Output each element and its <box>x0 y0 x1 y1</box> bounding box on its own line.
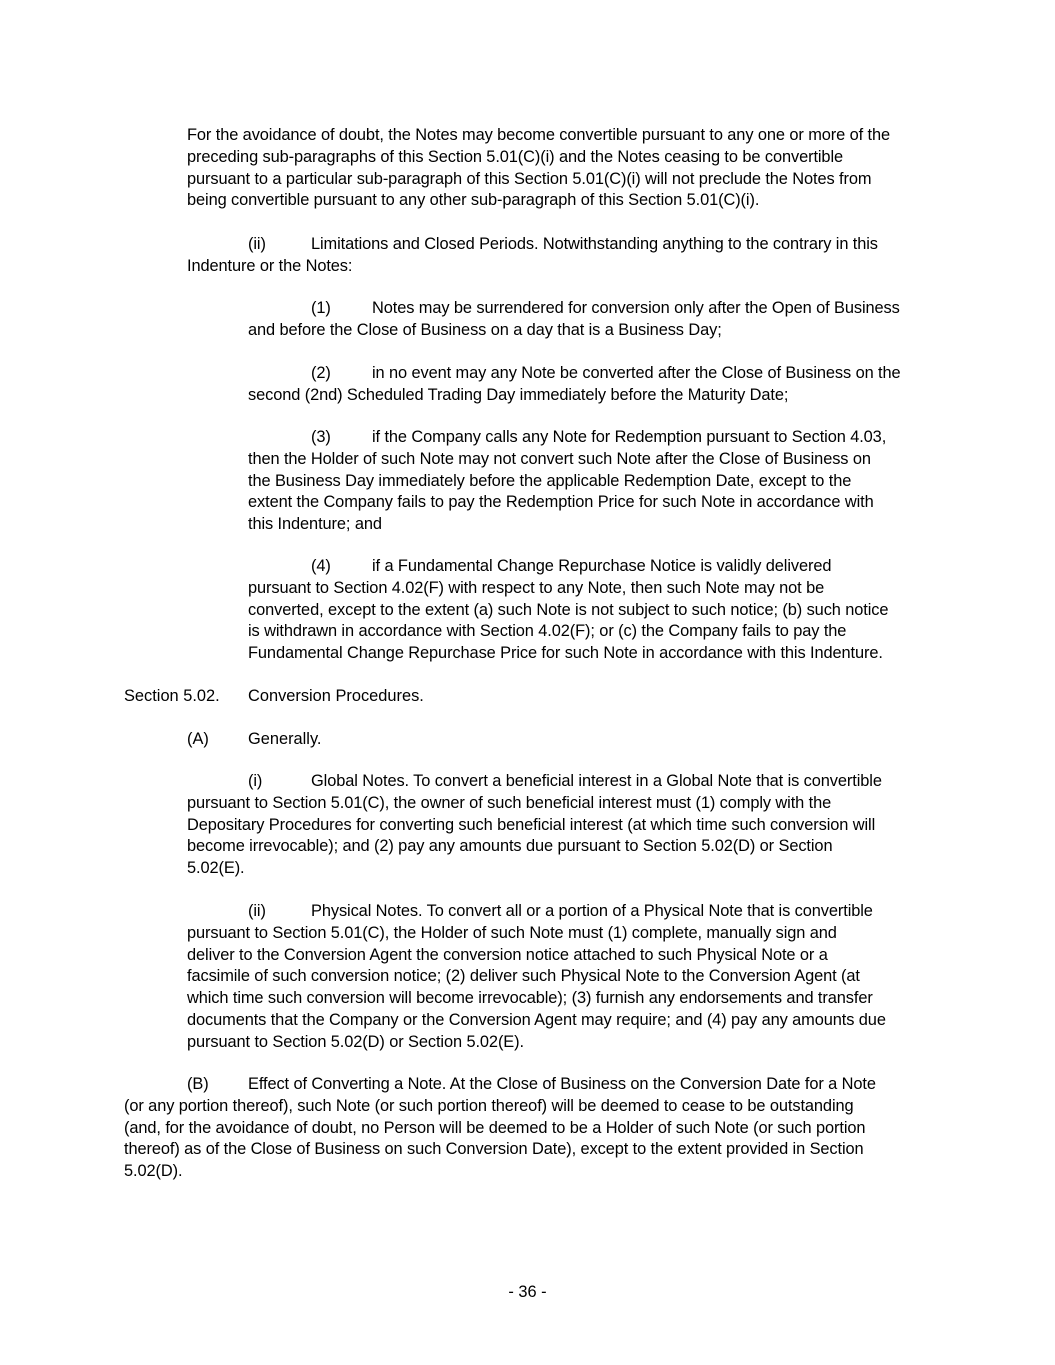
text-line: Depositary Procedures for converting such beneficial interest (at which time such conversion will <box>187 815 876 834</box>
paragraph-item-2 <box>248 363 901 407</box>
section-title: Conversion Procedures. <box>248 687 424 705</box>
section-heading-5-02 <box>124 686 424 708</box>
paragraph-item-1 <box>248 298 900 342</box>
text-line: 5.02(D). <box>124 1162 183 1181</box>
paragraph-number: (1) <box>311 299 331 317</box>
text-line: 5.02(E). <box>187 859 245 878</box>
paragraph-number: (ii) <box>248 902 266 920</box>
text-line: then the Holder of such Note may not convert such Note after the Close of Business on <box>248 449 871 468</box>
text-line: preceding sub-paragraphs of this Section 5.01(C)(i) and the Notes ceasing to be convertible <box>187 147 844 166</box>
text-line: facsimile of such conversion notice; (2) deliver such Physical Note to the Conversion Agent (at <box>187 967 860 986</box>
paragraph-effect-of-converting <box>124 1074 876 1183</box>
text-line: in no event may any Note be converted after the Close of Business on the <box>372 364 901 382</box>
text-line: become irrevocable); and (2) pay any amounts due pursuant to Section 5.02(D) or Section <box>187 837 833 856</box>
text-line: pursuant to a particular sub-paragraph of this Section 5.01(C)(i) will not preclude the Notes from <box>187 169 872 188</box>
text-line: if the Company calls any Note for Redemption pursuant to Section 4.03, <box>372 428 887 446</box>
paragraph-physical-notes <box>187 901 886 1054</box>
text-line: Notes may be surrendered for conversion only after the Open of Business <box>372 299 900 317</box>
text-line: Indenture or the Notes: <box>187 256 353 275</box>
paragraph-item-3 <box>248 427 886 536</box>
text-line: pursuant to Section 4.02(F) with respect to any Note, then such Note may not be <box>248 578 825 597</box>
text-line: the Business Day immediately before the applicable Redemption Date, except to the <box>248 471 852 490</box>
text-line: this Indenture; and <box>248 515 382 534</box>
text-line: extent the Company fails to pay the Redemption Price for such Note in accordance with <box>248 493 874 512</box>
paragraph-number: (3) <box>311 428 331 446</box>
paragraph-number: (4) <box>311 557 331 575</box>
text-line: converted, except to the extent (a) such Note is not subject to such notice; (b) such notice <box>248 600 889 619</box>
text-line: (and, for the avoidance of doubt, no Person will be deemed to be a Holder of such Note (or such portion <box>124 1118 866 1137</box>
text-line: Effect of Converting a Note. At the Close of Business on the Conversion Date for a Note <box>248 1075 876 1093</box>
text-line: pursuant to Section 5.01(C), the owner of such beneficial interest must (1) comply with the <box>187 793 832 812</box>
text-line: if a Fundamental Change Repurchase Notice is validly delivered <box>372 557 832 575</box>
text-line: For the avoidance of doubt, the Notes may become convertible pursuant to any one or more of the <box>187 126 890 144</box>
text-line: deliver to the Conversion Agent the conversion notice attached to such Physical Note or a <box>187 945 828 964</box>
text-line: Physical Notes. To convert all or a portion of a Physical Note that is convertible <box>311 902 873 920</box>
text-line: (or any portion thereof), such Note (or such portion thereof) will be deemed to cease to be outstanding <box>124 1096 854 1115</box>
text-line: second (2nd) Scheduled Trading Day immediately before the Maturity Date; <box>248 385 789 404</box>
paragraph-number: (ii) <box>248 235 266 253</box>
paragraph-avoidance-of-doubt <box>187 125 890 212</box>
paragraph-number: (B) <box>187 1075 209 1093</box>
text-line: pursuant to Section 5.02(D) or Section 5.02(E). <box>187 1032 524 1051</box>
text-line: Global Notes. To convert a beneficial interest in a Global Note that is convertible <box>311 772 882 790</box>
page-number: - 36 - <box>508 1283 547 1301</box>
subsection-heading-a <box>187 729 322 751</box>
text-line: which time such conversion will become irrevocable); (3) furnish any endorsements and transfer <box>187 989 873 1008</box>
text-line: Limitations and Closed Periods. Notwithstanding anything to the contrary in this <box>311 235 878 253</box>
paragraph-item-4 <box>248 556 888 665</box>
paragraph-number: (A) <box>187 730 209 748</box>
section-number: Section 5.02. <box>124 687 220 705</box>
subsection-title: Generally. <box>248 730 322 748</box>
text-line: Fundamental Change Repurchase Price for such Note in accordance with this Indenture. <box>248 644 883 663</box>
paragraph-number: (2) <box>311 364 331 382</box>
paragraph-global-notes <box>187 771 882 880</box>
text-line: being convertible pursuant to any other sub-paragraph of this Section 5.01(C)(i). <box>187 191 760 210</box>
text-line: documents that the Company or the Conversion Agent may require; and (4) pay any amounts due <box>187 1010 886 1029</box>
text-line: thereof) as of the Close of Business on such Conversion Date), except to the extent provided in Section <box>124 1140 864 1159</box>
text-line: is withdrawn in accordance with Section 4.02(F); or (c) the Company fails to pay the <box>248 622 847 641</box>
text-line: pursuant to Section 5.01(C), the Holder of such Note must (1) complete, manually sign and <box>187 923 837 942</box>
paragraph-limitations-closed-periods <box>187 234 878 278</box>
text-line: and before the Close of Business on a day that is a Business Day; <box>248 320 722 339</box>
paragraph-number: (i) <box>248 772 263 790</box>
